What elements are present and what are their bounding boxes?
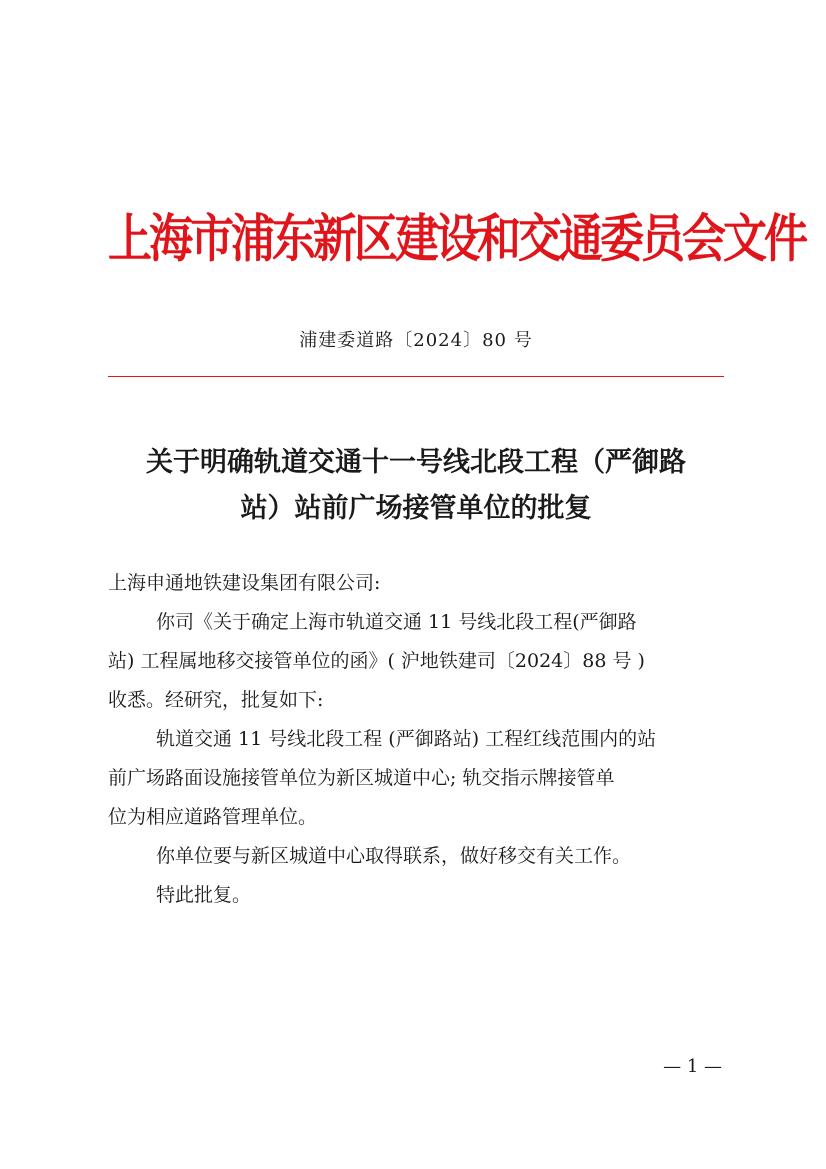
document-body — [108, 564, 724, 915]
paragraph-2-line-1: 轨道交通 11 号线北段工程 (严御路站) 工程红线范围内的站 — [156, 728, 657, 750]
paragraph-2-line-2: 前广场路面设施接管单位为新区城道中心; 轨交指示牌接管单 — [108, 767, 615, 789]
paragraph-1-line-1: 你司《关于确定上海市轨道交通 11 号线北段工程(严御路 — [156, 611, 637, 633]
paragraph-3: 你单位要与新区城道中心取得联系，做好移交有关工作。 — [156, 845, 632, 867]
paragraph-1-line-2: 站) 工程属地移交接管单位的函》( 沪地铁建司〔2024〕88 号 ) — [108, 650, 645, 672]
document-number: 浦建委道路〔2024〕80 号 — [299, 330, 533, 351]
paragraph-4: 特此批复。 — [156, 884, 252, 906]
title-line-2: 站）站前广场接管单位的批复 — [240, 493, 592, 524]
title-line-1: 关于明确轨道交通十一号线北段工程（严御路 — [146, 447, 686, 478]
paragraph-2-line-3: 位为相应道路管理单位。 — [108, 806, 318, 828]
addressee: 上海申通地铁建设集团有限公司: — [108, 572, 381, 594]
page-number: — 1 — — [663, 1056, 722, 1077]
document-title — [108, 440, 724, 532]
paragraph-1-line-3: 收悉。经研究，批复如下: — [108, 689, 324, 711]
masthead-title: 上海市浦东新区建设和交通委员会文件 — [108, 209, 805, 270]
red-divider-line — [108, 376, 724, 377]
